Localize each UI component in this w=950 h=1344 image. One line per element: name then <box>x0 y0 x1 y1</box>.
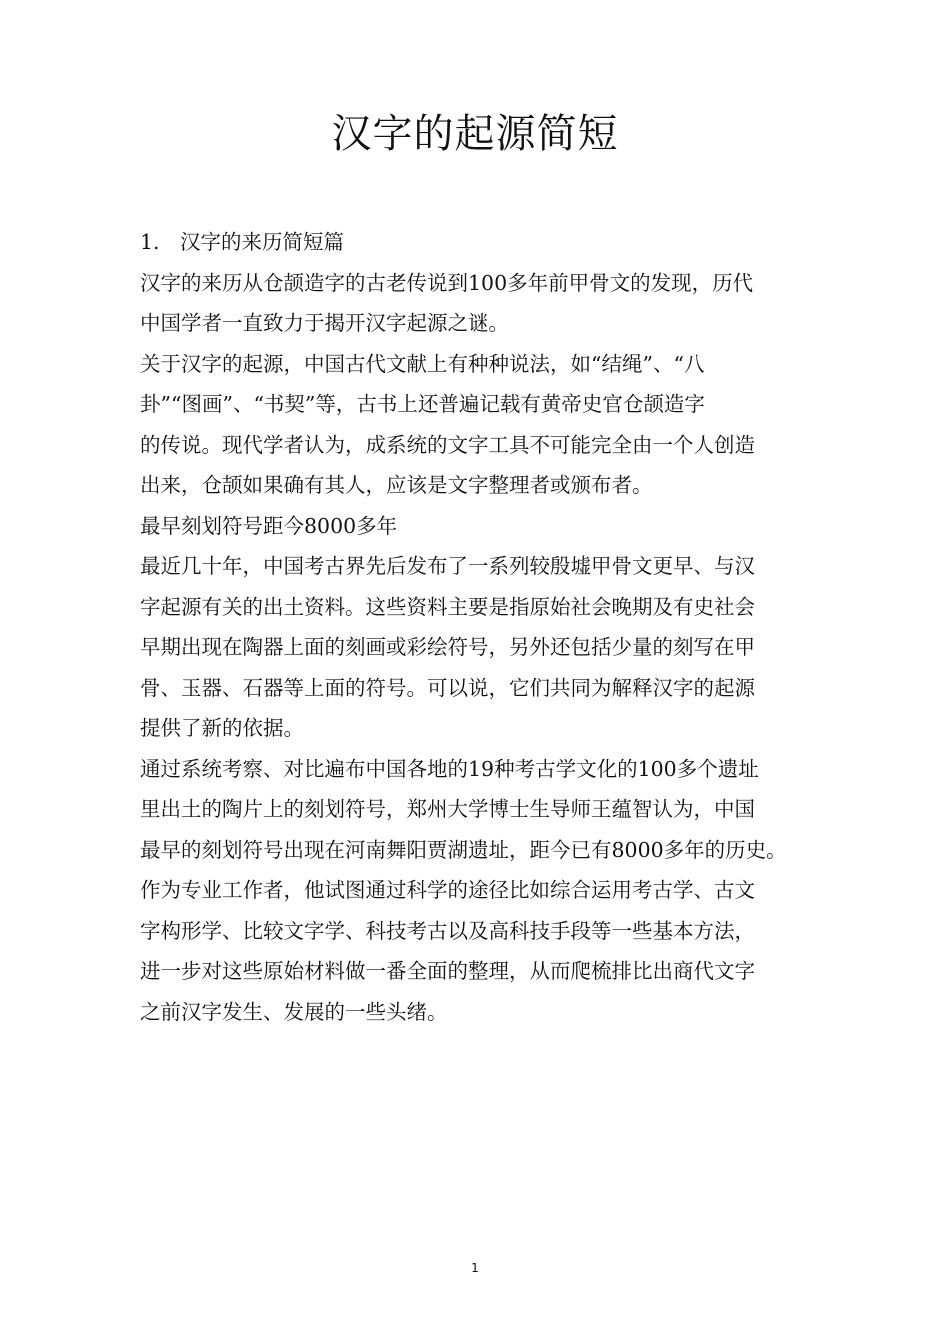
text-line: 提供了新的依据。 <box>140 716 304 740</box>
text-line: 进一步对这些原始材料做一番全面的整理，从而爬梳排比出商代文字 <box>140 959 755 983</box>
subheading-line: 最早刻划符号距今8000多年 <box>140 513 398 538</box>
page-number: 1 <box>471 1261 479 1275</box>
text-line: 之前汉字发生、发展的一些头绪。 <box>140 999 448 1024</box>
text-line: 字构形学、比较文字学、科技考古以及高科技手段等一些基本方法， <box>140 918 755 943</box>
text-line: 骨、玉器、石器等上面的符号。可以说，它们共同为解释汉字的起源 <box>140 675 755 700</box>
heading-text: 汉字的来历简短篇 <box>180 230 344 254</box>
text-line: 出来，仓颉如果确有其人，应该是文字整理者或颁布者。 <box>140 473 653 497</box>
section-heading <box>140 222 860 263</box>
page-title: 汉字的起源简短 <box>331 111 619 157</box>
text-line: 中国学者一直致力于揭开汉字起源之谜。 <box>140 311 509 335</box>
text-line: 最近几十年，中国考古界先后发布了一系列较殷墟甲骨文更早、与汉 <box>140 554 755 578</box>
document-body <box>140 222 860 1032</box>
text-line: 汉字的来历从仓颉造字的古老传说到100多年前甲骨文的发现，历代 <box>140 270 754 295</box>
text-line: 卦”“图画”、“书契”等，古书上还普遍记载有黄帝史官仓颉造字 <box>140 392 705 416</box>
text-line: 字起源有关的出土资料。这些资料主要是指原始社会晚期及有史社会 <box>140 594 755 619</box>
text-line: 早期出现在陶器上面的刻画或彩绘符号，另外还包括少量的刻写在甲 <box>140 635 755 659</box>
text-line: 作为专业工作者，他试图通过科学的途径比如综合运用考古学、古文 <box>140 878 755 902</box>
text-line: 的传说。现代学者认为，成系统的文字工具不可能完全由一个人创造 <box>140 432 755 457</box>
heading-number: 1. <box>140 230 160 254</box>
text-line: 里出土的陶片上的刻划符号，郑州大学博士生导师王蕴智认为，中国 <box>140 797 755 821</box>
text-line: 关于汉字的起源，中国古代文献上有种种说法，如“结绳”、“八 <box>140 351 705 376</box>
text-line: 通过系统考察、对比遍布中国各地的19种考古学文化的100多个遗址 <box>140 756 759 781</box>
text-line: 最早的刻划符号出现在河南舞阳贾湖遗址，距今已有8000多年的历史。 <box>140 837 787 862</box>
